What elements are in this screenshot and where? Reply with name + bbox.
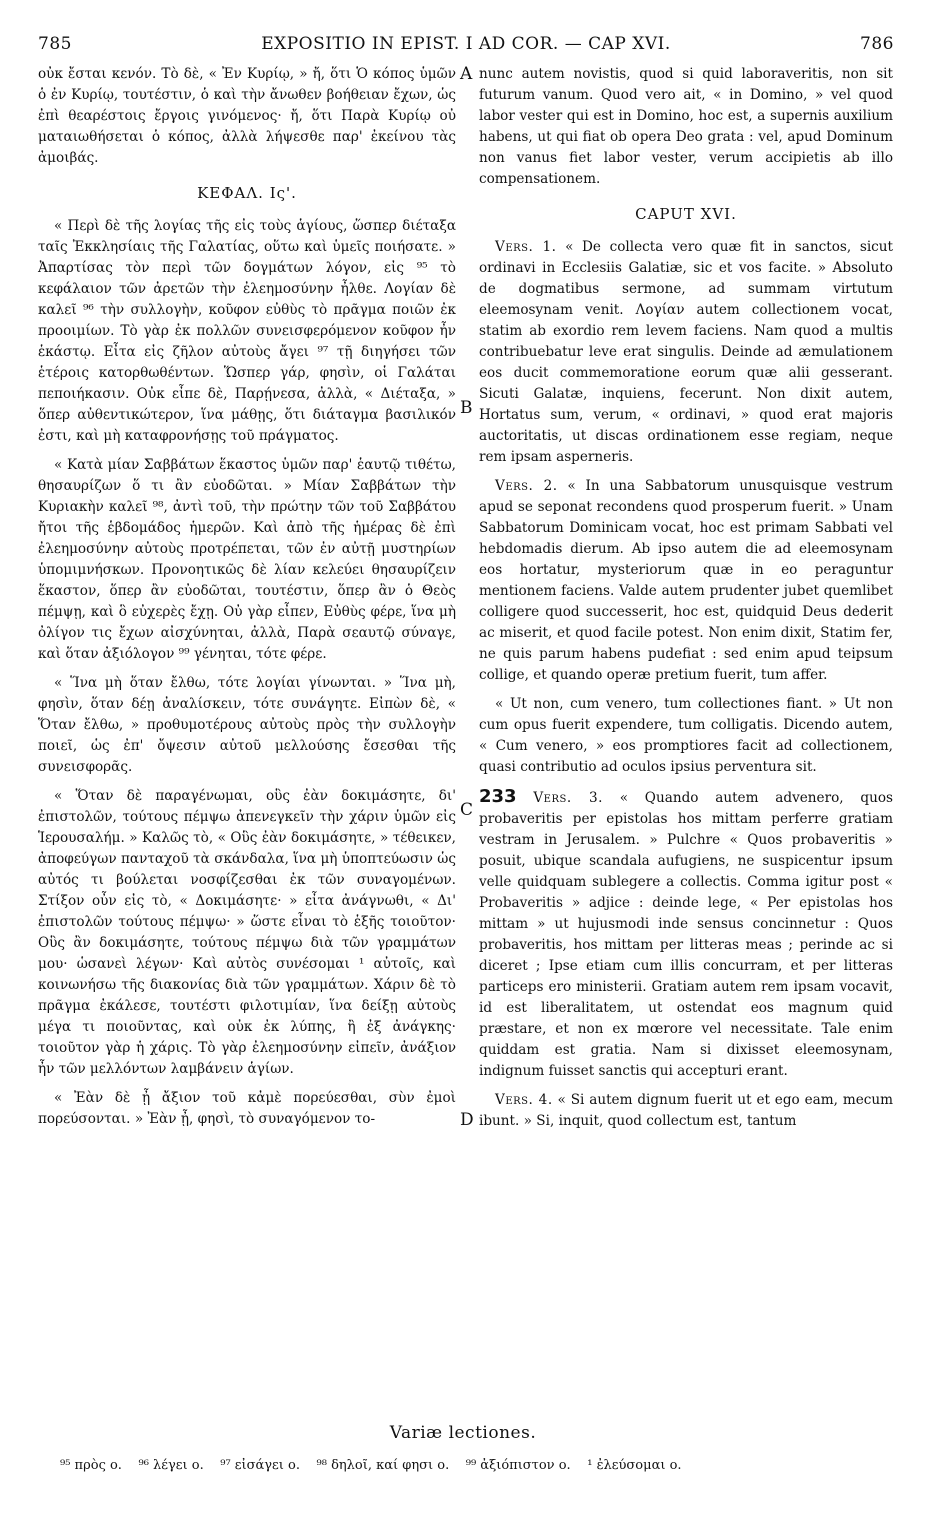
greek-paragraph-3: « Ἵνα μὴ ὅταν ἔλθω, τότε λογίαι γίνωνται. » Ἵνα μὴ, φησὶν, ὅταν δέῃ ἀναλίσκειν, τότε συνάγητε. Εἰπὼν δὲ, « Ὅταν ἔλθω, » προθυμοτέρους αὐτοὺς πρὸς τὴν συλλογὴν ποιεῖ, ὡς ἐπ' ὄψεσιν αὐτοῦ μελλούσης ἔσεσθαι τῆς συνεισφορᾶς. [38, 675, 456, 775]
running-header [38, 34, 894, 58]
verse-label: Vers. 1. [495, 239, 557, 255]
variant-item: ⁹⁷ εἰσάγει ο. [220, 1458, 300, 1473]
margin-letter-b: B [460, 398, 473, 418]
latin-verse-3 [479, 786, 893, 1082]
verse-label: Vers. 2. [495, 478, 558, 494]
greek-column [38, 64, 456, 1138]
margin-letter-a: A [460, 64, 473, 84]
variae-lectiones [60, 1458, 880, 1473]
column-number: 233 [479, 786, 517, 807]
latin-verse-1 [479, 237, 893, 468]
verse-label: Vers. 3. [533, 790, 603, 806]
verse-text: « Si autem dignum fuerit ut et ego eam, mecum ibunt. » Si, inquit, quod collectum est, tantum [479, 1092, 894, 1129]
page-number-left: 785 [38, 34, 72, 54]
variae-lectiones-title: Variæ lectiones. [389, 1423, 537, 1443]
variant-item: ¹ ἐλεύσομαι ο. [587, 1458, 682, 1473]
latin-paragraph-3: « Ut non, cum venero, tum collectiones fiant. » Ut non cum opus fuerit expendere, tum colligatis. Dicendo autem, « Cum venero, » eos promptiores facit ad collectionem, quasi contributio ad oculos ipsius perventura sit. [479, 696, 893, 775]
greek-paragraph-2: « Κατὰ μίαν Σαββάτων ἕκαστος ὑμῶν παρ' ἑαυτῷ τιθέτω, θησαυρίζων ὅ τι ἂν εὐοδῶται. » Μίαν Σαββάτων τὴν Κυριακὴν καλεῖ ⁹⁸, ἀντὶ τοῦ, τὴν πρώτην τῶν τοῦ Σαββάτου ἤτοι τῆς ἑβδομάδος ἡμερῶν. Καὶ ἀπὸ τῆς ἡμέρας δὲ ἐπὶ ἐλεημοσύνην αὐτοὺς προτρέπεται, τῶν ἐν αὐτῇ μυστηρίων ὑπομιμνήσκων. Προνοητικῶς δὲ λίαν κελεύει θησαυρίζειν ἕκαστον, ὅπερ ἂν εὐοδῶται, τουτέστιν, ὅπερ ἂν ὁ Θεὸς πέμψῃ, καὶ ὃ εὐχερὲς ἔχῃ. Οὐ γὰρ εἶπεν, Εὐθὺς φέρε, ἵνα μὴ ὀλίγον τις ἔχων αἰσχύνηται, ἀλλὰ, Παρὰ σεαυτῷ σύναγε, καὶ ὅταν ἀξιόλογον ⁹⁹ γένηται, τότε φέρε. [38, 457, 456, 662]
running-title: EXPOSITIO IN EPIST. I AD COR. — CAP XVI. [261, 34, 671, 54]
greek-paragraph-1: « Περὶ δὲ τῆς λογίας τῆς εἰς τοὺς ἁγίους, ὥσπερ διέταξα ταῖς Ἐκκλησίαις τῆς Γαλατίας, οὕτω καὶ ὑμεῖς ποιήσατε. » Ἀπαρτίσας τὸν περὶ τῶν δογμάτων λόγον, εἰς ⁹⁵ τὸ κεφάλαιον τῶν ἀρετῶν τὴν ἐλεημοσύνην ἦλθε. Λογίαν δὲ καλεῖ ⁹⁶ τὴν συλλογὴν, κοῦφον εὐθὺς τὸ πρᾶγμα ποιῶν ἐκ προοιμίων. Τὸ γὰρ ἐκ πολλῶν συνεισφερόμενον κοῦφον ἦν ἑκάστῳ. Εἶτα εἰς ζῆλον αὐτοὺς ἄγει ⁹⁷ τῇ διηγήσει τῶν ἑτέροις κατορθωθέντων. Ὥσπερ γάρ, φησὶν, οἱ Γαλάται πεποιήκασιν. Οὐκ εἶπε δὲ, Παρῄνεσα, ἀλλὰ, « Διέταξα, » ὅπερ αὐθεντικώτερον, ἵνα μάθῃς, ὅτι διάταγμα βασιλικόν ἐστι, καὶ μὴ καταφρονήσῃς τοῦ πράγματος. [38, 218, 456, 444]
margin-letter-c: C [460, 800, 474, 820]
verse-text: « Quando autem advenero, quos probaveritis per epistolas hos mittam perferre gratiam vestram in Jerusalem. » Pulchre « Quos probaveritis » posuit, ubique scandala aufugiens, ne suspicentur ipsum velle quidquam sublegere a collectis. Comma igitur post « Probaveritis » adjice : deinde lege, « Per epistolas hos mittam » ut hujusmodi inde sensus concinnetur : Quos probaveritis, hos mittam per litteras meas ; perinde ac si diceret ; Ipse etiam cum illis concurram, et per litteras particeps ero ministerii. Gratiam autem rem ipsam vocavit, id est liberalitatem, ut ostendat eos magnum quid præstare, et non ex mœrore vel necessitate. Tale enim quiddam est gratia. Nam si dixisset eleemosynam, indignum fuisset sanctis qui accepturi erant. [479, 790, 893, 1079]
page-number-right: 786 [860, 34, 894, 54]
variant-item: ⁹⁵ πρὸς ο. [60, 1458, 122, 1473]
latin-intro: nunc autem novistis, quod si quid laboraveritis, non sit futurum vanum. Quod vero ait, « in Domino, » vel quod labor vester qui est in Domino, hoc est, a supernis auxilium habens, ut qui fiat ob opera Deo grata : vel, apud Dominum non vanus fiet labor vester, verum accipietis ab illo compensationem. [479, 66, 893, 187]
latin-chapter-heading: CAPUT XVI. [635, 205, 737, 223]
latin-verse-2 [479, 476, 893, 686]
greek-paragraph-5: « Ἐὰν δὲ ᾖ ἄξιον τοῦ κἀμὲ πορεύεσθαι, σὺν ἐμοὶ πορεύσονται. » Ἐὰν ᾖ, φησὶ, τὸ συναγόμενον το- [38, 1090, 456, 1127]
verse-text: « In una Sabbatorum unusquisque vestrum apud se seponat recondens quod prosperum fuerit. » Unam Sabbatorum Dominicam vocat, hoc est primam Sabbati vel hebdomadis dierum. Ab ipso autem die ad eleemosynam eos hortatur, mysteriorum quæ in eo peraguntur mentionem faciens. Valde autem prudenter jubet quemlibet colligere quod successerit, hoc est, quidquid Deus dederit ac miserit, et quod facile potest. Non enim dixit, Statim fer, ne quis parum habens pudefiat : sed enim apud teipsum collige, et quando operæ pretium fuerit, tum affer. [479, 478, 894, 683]
verse-label: Vers. 4. [495, 1092, 553, 1108]
greek-chapter-heading: ΚΕΦΑΛ. Ις'. [197, 184, 297, 202]
variant-item: ⁹⁸ δηλοῖ, καί φησι ο. [316, 1458, 450, 1473]
latin-column [479, 64, 893, 1140]
verse-text: « De collecta vero quæ fit in sanctos, sicut ordinavi in Ecclesiis Galatiæ, sic et vos facite. » Absoluto de dogmatibus sermone, ad summam virtutum eleemosynam venit. Λογίαν autem collectionem vocat, statim ab exordio rem levem faciens. Nam quod a multis contribuebatur leve erat singulis. Deinde ad æmulationem eos ducit commemoratione eorum quæ alii gesserant. Sicuti Galatæ, inquiens, fecerunt. Non dixit autem, Hortatus sum, verum, « ordinavi, » quod erat majoris auctoritatis, ut discas ordinationem esse regiam, neque rem ipsam asperneris. [479, 239, 893, 465]
latin-verse-4 [479, 1090, 893, 1132]
variant-item: ⁹⁶ λέγει ο. [138, 1458, 204, 1473]
greek-paragraph-4: « Ὅταν δὲ παραγένωμαι, οὓς ἐὰν δοκιμάσητε, δι' ἐπιστολῶν, τούτους πέμψω ἀπενεγκεῖν τὴν χάριν ὑμῶν εἰς Ἱερουσαλήμ. » Καλῶς τὸ, « Οὓς ἐὰν δοκιμάσητε, » τέθεικεν, ἀποφεύγων πανταχοῦ τὰ σκάνδαλα, ἵνα μὴ ὑποπτεύωσιν ὡς αὐτός τι βούλεται νοσφίζεσθαι ἐκ τῶν συναγομένων. Στίξον οὖν εἰς τὸ, « Δοκιμάσητε· » εἶτα ἀνάγνωθι, « Δι' ἐπιστολῶν τούτους πέμψω· » ὥστε εἶναι τὸ ἑξῆς τοιοῦτον· Οὓς ἂν δοκιμάσητε, τούτους πέμψω διὰ τῶν γραμμάτων μου· ὡσανεὶ λέγων· Καὶ αὐτὸς συνέσομαι ¹ αὐτοῖς, καὶ κοινωνήσω τῆς διακονίας διὰ τῶν γραμμάτων. Χάριν δὲ τὸ πρᾶγμα ἐκάλεσε, τουτέστι φιλοτιμίαν, ἵνα δείξῃ αὐτοὺς μέγα τι ποιοῦντας, καὶ οὐκ ἐκ λύπης, ἢ ἐξ ἀνάγκης· τοιοῦτον γὰρ ἡ χάρις. Τὸ γὰρ ἐλεημοσύνην εἰπεῖν, ἀνάξιον ἦν τῶν μελλόντων λαμβάνειν ἁγίων. [38, 788, 456, 1077]
variant-item: ⁹⁹ ἀξιόπιστον ο. [465, 1458, 571, 1473]
margin-letter-d: D [460, 1110, 474, 1130]
greek-intro: οὐκ ἔσται κενόν. Τὸ δὲ, « Ἐν Κυρίῳ, » ἤ, ὅτι Ὁ κόπος ὑμῶν ὁ ἐν Κυρίῳ, τουτέστιν, ὁ καὶ τὴν ἄνωθεν βοήθειαν ἔχων, ὡς ἐπὶ θεαρέστοις ἔργοις γινόμενος· ἤ, ὅτι Παρὰ Κυρίῳ οὐ ματαιωθήσεται ὁ κόπος, ἀλλὰ λήψεσθε παρ' ἐκείνου τὰς ἀμοιβάς. [38, 66, 456, 166]
